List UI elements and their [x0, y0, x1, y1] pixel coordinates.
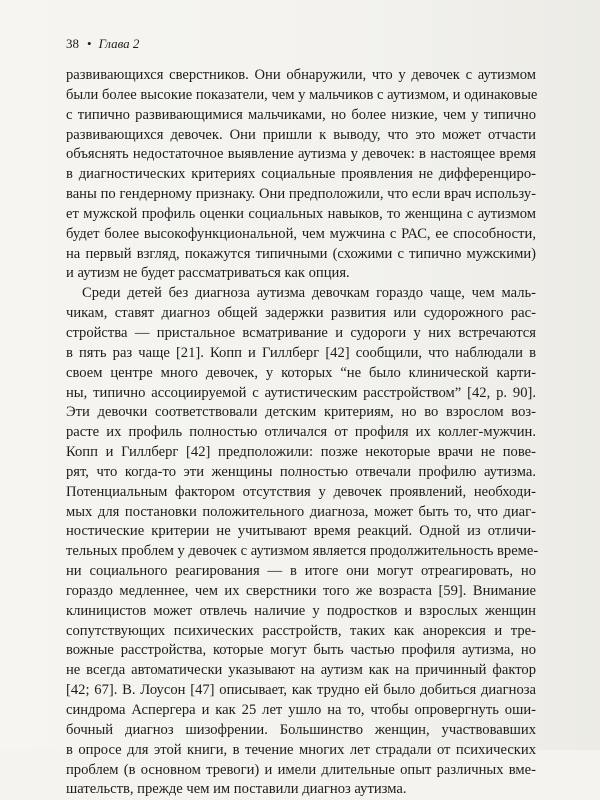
text-line: в диагностических критериях социальные проявления не дифференциро-	[66, 166, 536, 183]
text-line: в пять раз чаще [21]. Копп и Гиллберг [42] сообщили, что наблюдали в	[66, 344, 536, 361]
text-line: рят, что когда-то эти женщины полностью отвечали профилю аутизма.	[66, 463, 536, 480]
text-line: на первый взгляд, покажутся типичными (схожими с типично мужскими)	[66, 245, 536, 262]
text-line: ваны по гендерному признаку. Они предположили, что если врач использу-	[66, 186, 536, 203]
text-line: Эти девочки соответствовали детским критериям, но во взрослом воз-	[66, 404, 536, 421]
text-line: своем центре много девочек, у которых “не было клинической карти-	[66, 364, 536, 381]
text-line: объяснять недостаточное выявление аутизма у девочек: в настоящее время	[66, 146, 536, 163]
text-line: развивающихся девочек. Они пришли к выводу, что это может отчасти	[66, 126, 536, 143]
text-line: и аутизм не будет рассматриваться как опция.	[66, 265, 350, 282]
text-line: Копп и Гиллберг [42] предположили: позже некоторые врачи не пове-	[66, 444, 536, 461]
text-line: Среди детей без диагноза аутизма девочкам гораздо чаще, чем маль-	[82, 285, 536, 302]
text-line: развивающихся сверстников. Они обнаружили, что у девочек с аутизмом	[66, 67, 536, 83]
text-line: чикам, ставят диагноз общей задержки развития или судорожного рас-	[66, 305, 536, 322]
text-line: ны, типично ассоциируемой с аутистическим расстройством” [42, p. 90].	[66, 384, 536, 401]
running-head	[66, 36, 139, 52]
text-line: с типично развивающимися мальчиками, но более низкие, чем у типично	[66, 106, 536, 123]
text-line: [42; 67]. В. Лоусон [47] описывает, как трудно ей было добиться диагноза	[66, 682, 536, 699]
text-line: мых для постановки положительного диагноза, может быть то, что диаг-	[66, 503, 536, 520]
text-line: будет более высокофункциональной, чем мужчина с РАС, ее способности,	[66, 225, 536, 242]
text-line: клиницистов может отвлечь наличие у подростков и взрослых женщин	[66, 602, 536, 619]
chapter-title: Глава 2	[98, 36, 140, 51]
text-line: в опросе для этой книги, в течение многих лет страдали от психических	[66, 741, 536, 758]
page-number: 38	[66, 36, 79, 51]
body-text	[66, 66, 539, 800]
text-line: не всегда автоматически указывают на аутизм как на причинный фактор	[66, 662, 536, 679]
text-line: проблем (в основном тревоги) и имели длительные опыт различных вме-	[66, 761, 536, 778]
text-line: шательств, прежде чем им поставили диагноз аутизма.	[66, 781, 407, 798]
text-line: были более высокие показатели, чем у мальчиков с аутизмом, и одинаковые	[66, 86, 538, 103]
text-line: тельных проблем у девочек с аутизмом является продолжительность време-	[66, 543, 539, 560]
header-bullet: •	[87, 36, 92, 51]
text-line: синдрома Аспергера и как 25 лет ушло на то, чтобы опровергнуть оши-	[66, 702, 536, 718]
text-line: гораздо медленнее, чем их сверстники того же возраста [59]. Внимание	[66, 582, 536, 599]
text-line: Потенциальным фактором отсутствия у девочек проявлений, необходи-	[66, 483, 536, 500]
text-line: ни социального реагирования — в итоге они могут отреагировать, но	[66, 563, 536, 580]
text-line: сопутствующих психических расстройств, таких как анорексия и тре-	[66, 622, 536, 639]
text-line: расте их профиль полностью отличался от профиля их коллег-мужчин.	[66, 424, 536, 441]
text-line: стройства — пристальное всматривание и судороги у них встречаются	[66, 324, 536, 341]
text-line: ет мужской профиль оценки социальных навыков, то женщина с аутизмом	[66, 205, 536, 222]
text-line: вожные расстройства, которые могут быть частью профиля аутизма, но	[66, 642, 536, 659]
text-line: бочный диагноз шизофрении. Большинство женщин, участвовавших	[66, 721, 536, 738]
text-line: ностические критерии не учитывают время реакций. Одной из отличи-	[66, 523, 536, 540]
